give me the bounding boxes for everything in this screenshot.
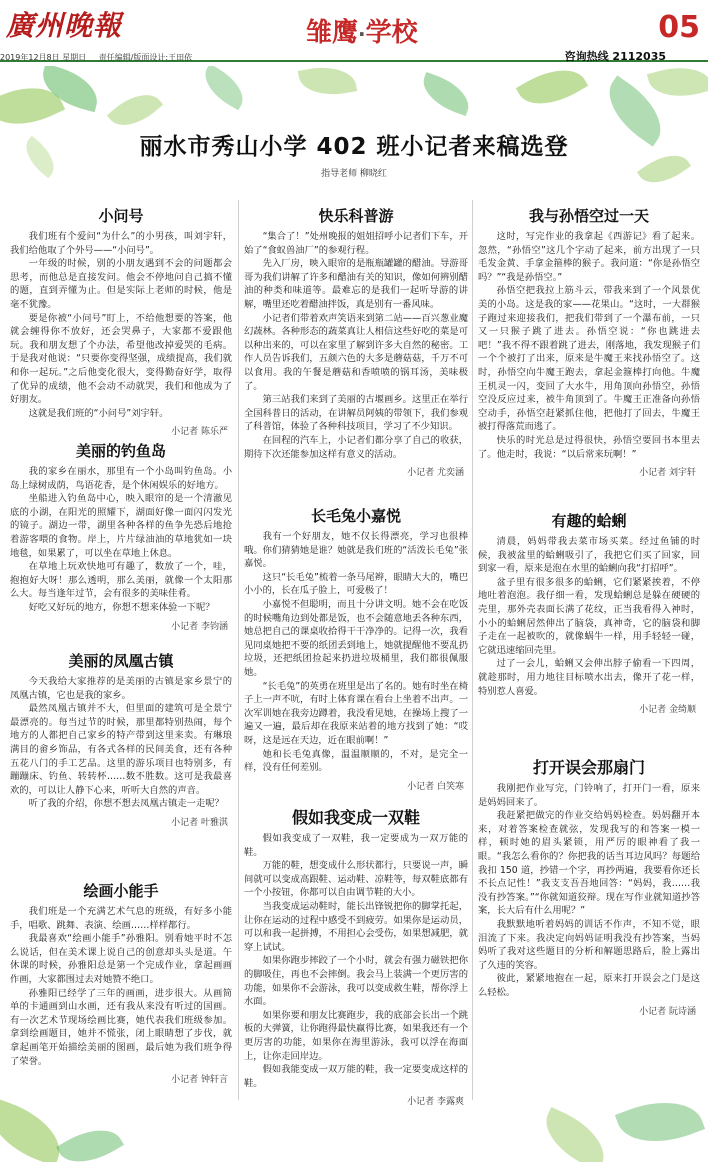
article-phoenix-town: [10, 650, 232, 828]
paragraph: 这时，写完作业的我拿起《西游记》看了起来。忽然，“孙悟空”这几个字动了起来，前方出现了一只毛发金黄、手拿金箍棒的猴子。我问道：“你是孙悟空吗？”“我是孙悟空。”: [478, 231, 700, 283]
newspaper-logo: 廣州晚報: [6, 9, 123, 42]
paragraph: 在回程的汽车上，小记者们都分享了自己的收获，期待下次还能参加这样有意义的活动。: [244, 434, 468, 460]
paragraph: 我赶紧把做完的作业交给妈妈检查。妈妈翻开本来，对着答案检查就弦，发现我写的和答案一模一样，顿时她的眉头紧锁，用严厉的眼神看了我一眼。“我怎么看你的？你把我的话当耳边风吗？每题给我扣 150 道，抄错一个字，再抄两遍，我要看你还长不长点记性！”我支支吾吾地回答：“妈妈，我……我没有抄答案。”“你就知道狡辩。现在写作业就知道抄答案，长大后有什么用呢？”: [478, 810, 700, 917]
paragraph: 当我变成运动鞋时，能长出锋锐把你的脚掌托起，让你在运动的过程中感受不到疲劳。如果你是运动员，可以和我一起拼搏，不用担心会受伤，如果想减肥，就穿上试试。: [244, 900, 468, 953]
paragraph: 如果你要和朋友比赛跑步，我的底部会长出一个跳板的大弹簧，让你跑得最快赢得比赛，如果我还有一个更厉害的功能，如果你在海里游泳，我可以浮在海面上，让你走回岸边。: [244, 1009, 468, 1062]
page-number: 05: [658, 10, 700, 45]
byline: 小记者 钟轩言: [171, 1075, 228, 1086]
leaf-icon: [298, 66, 357, 101]
page-headline: 丽水市秀山小学 402 班小记者来稿选登: [139, 134, 569, 160]
paragraph: 听了我的介绍，你想不想去凤凰古镇走一走呢？: [28, 798, 224, 810]
article-body: [10, 230, 232, 420]
byline: 小记者 叶雅淇: [171, 817, 228, 828]
byline: 小记者 尤奕涵: [407, 468, 464, 479]
paragraph: 第三站我们来到了美丽的古堰画乡。这里正在举行全国科普日的活动，在讲解员阿姨的带领下，我们参观了科普馆，体验了各种科技项目，学习了不少知识。: [244, 394, 468, 433]
article-body: [10, 905, 232, 1068]
article-body: [478, 230, 700, 461]
article-title: 小问号: [98, 207, 144, 225]
paragraph: “集合了！”处州晚报的姐姐招呼小记者们下车，开始了“食蚁兽油厂”的参观行程。: [244, 231, 468, 256]
paragraph: 过了一会儿，蛤蜊又会伸出脖子偷看一下四周，就趁那时，用力地往目标喷水出去，像开了花一样，特别惹人喜爱。: [478, 658, 700, 697]
paragraph: 我的家乡在丽水，那里有一个小岛叫钓鱼岛。小岛上绿树成荫，鸟语花香，是个休闲娱乐的好地方。: [10, 466, 232, 491]
leaf-icon: [56, 1117, 124, 1162]
paragraph: 万能的鞋，想变成什么形状都行，只要说一声，瞬间就可以变成高跟鞋、运动鞋、凉鞋等，每双鞋底都有一个小按钮，你都可以自由调节鞋的大小。: [244, 860, 468, 899]
column-divider: [472, 200, 473, 1100]
article-long-hair-rabbit: [244, 505, 468, 792]
masthead: [0, 0, 708, 62]
leaf-icon: [615, 1088, 705, 1157]
paragraph: 坐船进入钓鱼岛中心，映入眼帘的是一个清澈见底的小湖，在阳光的照耀下，湖面好像一面闪闪发光的镜子。湖边一带，湖里各种各样的鱼争先恐后地抢着游客喂的食物。岸上，片片绿油油的草地犹如一块地毯，如果累了，可以坐在草地上休息。: [10, 493, 232, 559]
byline: 小记者 陈乐严: [171, 427, 228, 438]
paragraph: 好吃又好玩的地方，你想不想来体验一下呢？: [28, 601, 215, 613]
paragraph: 这只“长毛兔”梳着一条马尾辫，眼睛大大的，嘴巴小小的，长在瓜子脸上，可爱极了！: [244, 571, 468, 597]
article-body: [10, 675, 232, 811]
paragraph: 我最喜欢“绘画小能手”孙雅阳。别看她平时不怎么说话，但在美术课上说自己的创意却头头是道。午休课的时候，孙雅阳总是第一个完成作业，拿起画画作画，大家都围过去对她赞不绝口。: [10, 933, 232, 985]
paragraph: 我们班是一个充满艺术气息的班级，有好多小能手，唱歌、跳舞、表演、绘画……样样都行。: [10, 906, 232, 931]
article-title: 美丽的凤凰古镇: [68, 652, 174, 670]
paragraph: 先入厂房，映入眼帘的是瓶瓶罐罐的醋油。导游哥哥为我们讲解了许多和醋油有关的知识，像如何辨别醋油的种类和味道等。最难忘的是我们一起听导游的讲解，嘴里还吃着醋油拌饭，真是别有一番风味。: [244, 258, 468, 310]
dateline: [0, 52, 202, 63]
article-body: [478, 535, 700, 698]
article-title: 长毛兔小嘉悦: [310, 507, 401, 525]
article-body: [478, 782, 700, 1000]
paragraph: 小记者们带着欢声笑语来到第二站——百兴葱业魔幻蔬林。各种形态的蔬菜真让人相信这些好吃的菜是可以种出来的，可以在家里了解到许多大自然的秘密。工作人员告诉我们，五颜六色的大多是蘑菇菇，千万不可以食用。我的午餐是蘑菇和香喷喷的锅耳汤，美味极了。: [244, 312, 468, 392]
paragraph: 孙悟空把我拉上筋斗云，带我来到了一个风景优美的小岛。这是我的家——花果山。“这时，一大群猴子跑过来迎接我们，把我们带到了一个瀑布前，一只又一只猴子跳了进去。孙悟空说：“你也跳进去吧！”我不得不跟着跳了进去，刚落地，我发现猴子们一个个被打了出来，原来是牛魔王来找孙悟空了。这时，孙悟空向牛魔王跑去，拿起金箍棒打向他。牛魔王机灵一闪，变回了大水牛，用角顶向孙悟空，孙悟空没反应过来，被牛角顶到了。牛魔王正准备向孙悟空动手，孙悟空赶紧抓住他，把他打了回去，牛魔王被打得落荒而逃了。: [478, 285, 700, 433]
paragraph: 一年级的时候，别的小朋友遇到不会的问题都会思考，而他总是直接发问。他会不停地问自己搞不懂的题，直到弄懂为止。但是实际上老师的时候，他是毫不犹豫。: [10, 258, 232, 310]
article-sun-wukong: [478, 205, 700, 478]
leaf-icon: [197, 66, 252, 110]
byline: 小记者 李钧涵: [171, 621, 228, 632]
article-clams: [478, 510, 700, 715]
paragraph: 如果你跑步摔跤了一个小时，就会有强力磁铁把你的脚吸住，再也不会摔倒。我会马上装满一个更厉害的功能，如果你不会游泳，我可以变成救生鞋，帮你浮上水面。: [244, 955, 468, 1008]
paragraph: 这就是我们班的“小问号”刘宇轩。: [28, 407, 169, 419]
article-little-question-mark: [10, 205, 232, 437]
paragraph: “长毛兔”的英勇在班里是出了名的。她有时坐在椅子上一声不吭，有时上体育课在看台上坐着不出声。一次军训她在我旁边蹲着，我没看见她，在操场上搜了一遍又一遍，最后却在我原来站着的地方找到了她：“哎呀，这是远在天边，近在眼前啊！”: [244, 680, 468, 746]
article-body: [244, 530, 468, 775]
byline: 小记者 金绮顺: [639, 705, 696, 716]
article-title: 美丽的钓鱼岛: [75, 442, 166, 460]
section-title: [306, 12, 418, 49]
paragraph: 孙雅阳已经学了三年的画画，进步很大。从画简单的卡通画到山水画，还有我从来没有听过的国画。有一次艺术节现场绘画比赛，她代表我们班级参加。拿到绘画题目，她并不慌张，闭上眼睛想了步伐，就拿起画笔开始描绘美丽的图画，最后她为我们班争得了荣誉。: [10, 987, 232, 1067]
paragraph: 今天我给大家推荐的是美丽的古镇是家乡景宁的凤凰古镇，它也是我的家乡。: [10, 676, 232, 701]
hotline: 咨询热线 2112035: [564, 50, 666, 63]
leaf-icon: [647, 66, 708, 105]
article-body: [10, 465, 232, 615]
paragraph: 我默默地听着妈妈的训话不作声，不知不觉，眼泪流了下来。我决定向妈妈证明我没有抄答案，当妈妈听了我对这些题目的分析和解题思路后，脸上露出了久违的笑容。: [478, 918, 700, 971]
article-title: 打开误会那扇门: [532, 758, 645, 777]
byline: 小记者 阮诗涵: [639, 1006, 696, 1017]
paragraph: 我有一个好朋友，她不仅长得漂亮，学习也很棒哦。你们猜猜她是谁？她就是我们班的“活泼长毛兔”张嘉悦。: [244, 531, 468, 570]
paragraph: 盆子里有很多很多的蛤蜊，它们紧紧挨着，不停地吐着泡泡。我仔细一看，发现蛤蜊总是躲在硬硬的壳里，那外壳表面长满了花纹，正当我看得入神时，小小的蛤蜊居然伸出了脑袋，真神奇，它的脑袋和脚子走在一起被吹的，就像蜗牛一样，用手轻轻一碰，它就迅速缩回壳里。: [478, 576, 700, 656]
paragraph: 最然凤凰古镇并不大，但里面的建筑可是全景宁最漂亮的。每当过节的时候，那里都特别热闹，每个地方的人都把自己家乡的特产带到这里来卖。有琳琅满目的畲乡饰品，有各式各样的民间美食，还有各种五花八门的手工艺品。这里的游乐项目也特别多，有蹦蹦床、钓鱼、转转杯……数不胜数。这可是我最喜欢的，可以让人静下心来，听听大自然的声音。: [10, 703, 232, 796]
paragraph: 假如我能变成一双万能的鞋，我一定要变成这样的鞋。: [244, 1064, 468, 1089]
article-body: [244, 832, 468, 1090]
article-magic-shoes: [244, 805, 468, 1107]
leaf-icon: [417, 72, 475, 116]
footer-decoration: [0, 1080, 708, 1162]
leaf-icon: [516, 66, 588, 118]
paragraph: 快乐的时光总是过得很快，孙悟空要回书本里去了。他走时，我说：“以后常来玩啊！”: [478, 434, 700, 460]
section-name: 雏鹰: [306, 18, 359, 48]
byline: 小记者 白笑寒: [407, 781, 464, 792]
paragraph: 彼此，紧紧地抱在一起，原来打开误会之门是这么轻松。: [478, 973, 700, 998]
article-science-trip: [244, 205, 468, 478]
advisor-credit: 指导老师 柳晓红: [321, 169, 387, 179]
article-title: 假如我变成一双鞋: [291, 808, 420, 827]
paragraph: 她和长毛兔真像，温温顺顺的，不对，是完全一样，没有任何差别。: [244, 748, 468, 774]
leaf-icon: [535, 1107, 615, 1162]
article-title: 绘画小能手: [83, 882, 159, 900]
paragraph: 在草地上玩欢快地可有趣了，数放了一个，哇，抱抱好大呀！那么透明，那么美丽，就像一个太阳那么大。每当逢年过节，会有很多的美味佳肴。: [10, 561, 232, 600]
editor-credit: 责任编辑/版面设计:王田依: [98, 53, 193, 62]
paragraph: 我刚把作业写完，门铃响了，打开门一看，原来是妈妈回来了。: [478, 783, 700, 808]
section-separator: ·: [358, 22, 366, 46]
article-fishing-island: [10, 440, 232, 632]
paragraph: 我们班有个爱问“为什么”的小男孩，叫刘宇轩，我们给他取了个外号——“小问号”。: [10, 231, 232, 256]
byline: 小记者 刘宇轩: [639, 468, 696, 479]
paragraph: 要是你被“小问号”盯上，不给他想要的答案，他就会缠得你不放好，还会哭鼻子，大家都不爱跟他玩。我和朋友想了个办法，希望他改掉爱哭的毛病。于是我对他说：“只要你变得坚强，成绩提高，我们就和你一起玩。”之后他变化很大，变得勤奋好学，取得了优异的成绩，他不会动不动就哭，我们和他成为了好朋友。: [10, 312, 232, 406]
article-title: 我与孙悟空过一天: [528, 207, 649, 225]
section-subname: 学校: [365, 18, 418, 48]
issue-date: 2019年12月8日 星期日: [0, 53, 87, 62]
article-drawing-talent: [10, 880, 232, 1085]
article-title: 有趣的蛤蜊: [551, 512, 627, 530]
article-misunderstanding-door: [478, 755, 700, 1017]
paragraph: 小嘉悦不但聪明，而且十分讲文明。她不会在吃饭的时候嘴角边到处都是饭，也不会随意地丢各种东西，她总把自己的课桌收拾得干干净净的。记得一次，我看见同桌她把不要的纸团丢到地上，她就提醒他不要乱扔垃圾，还把纸团捡起来扔进垃圾桶里，我们都很佩服她。: [244, 598, 468, 678]
article-body: [244, 230, 468, 461]
byline: 小记者 李露爽: [407, 1097, 464, 1108]
article-title: 快乐科普游: [318, 207, 394, 225]
paragraph: 假如我变成了一双鞋，我一定要成为一双万能的鞋。: [244, 833, 468, 858]
paragraph: 清晨，妈妈带我去菜市场买菜。经过鱼铺的时候，我被盆里的蛤蜊吸引了，我把它们买了回家，回到家一看，原来是泡在水里的蛤蜊向我“打招呼”。: [478, 536, 700, 575]
column-divider: [238, 200, 239, 1100]
